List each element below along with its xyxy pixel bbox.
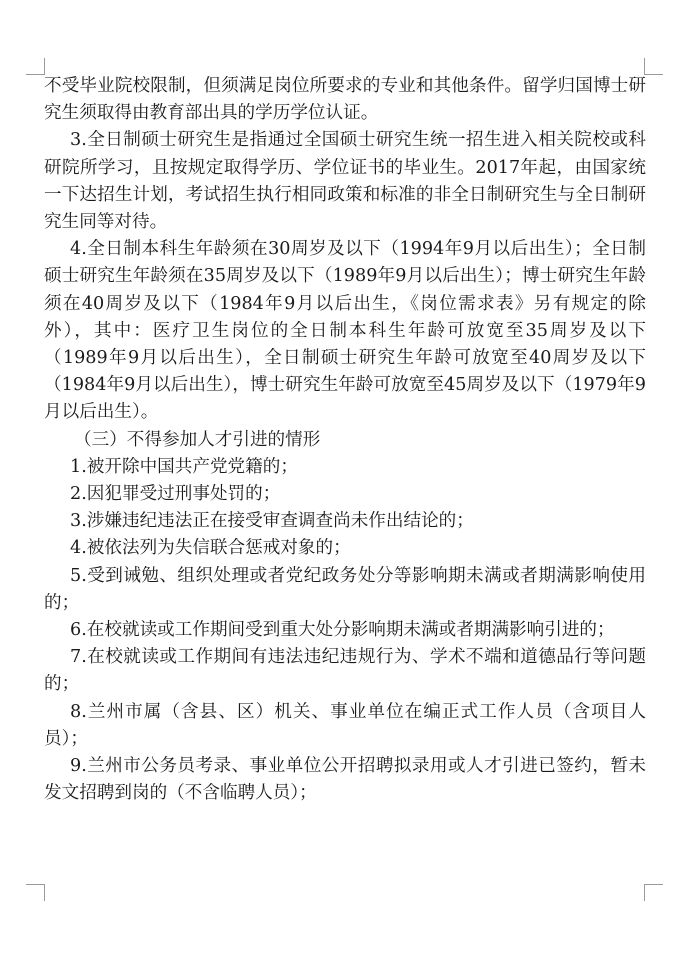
crop-mark-bottom-right <box>644 884 663 901</box>
section-heading: （三）不得参加人才引进的情形 <box>74 429 321 450</box>
list-item: 4.被依法列为失信联合惩戒对象的； <box>70 538 351 559</box>
list-item: 1.被开除中国共产党党籍的； <box>70 456 298 477</box>
crop-mark-top-left <box>26 58 45 75</box>
list-item: 7.在校就读或工作期间有违法违纪违规行为、学术不端和道德品行等问题的； <box>44 647 646 695</box>
paragraph: 4.全日制本科生年龄须在30周岁及以下（1994年9月以后出生）；全日制硕士研究生年龄须在35周岁及以下（1989年9月以后出生）；博士研究生年龄须在40周岁及以下（1984年9月以后出生，《岗位需求表》另有规定的除外），其中：医疗卫生岗位的全日制本科生年龄可放宽至35周岁及以下（1989年9月以后出生），全日制硕士研究生年龄可放宽至40周岁及以下（1984年9月以后出生），博士研究生年龄可放宽至45周岁及以下（1979年9月以后出生）。 <box>44 239 646 423</box>
crop-mark-bottom-left <box>26 884 45 901</box>
list-item: 6.在校就读或工作期间受到重大处分影响期未满或者期满影响引进的； <box>70 620 615 641</box>
list-item: 9.兰州市公务员考录、事业单位公开招聘拟录用或人才引进已签约，暂未发文招聘到岗的（不含临聘人员）； <box>44 756 646 804</box>
document-body <box>44 73 646 807</box>
list-item: 2.因犯罪受过刑事处罚的； <box>70 484 281 505</box>
list-item: 3.涉嫌违纪违法正在接受审查调查尚未作出结论的； <box>70 511 474 532</box>
paragraph: 3.全日制硕士研究生是指通过全国硕士研究生统一招生进入相关院校或科研院所学习，且按规定取得学历、学位证书的毕业生。2017年起，由国家统一下达招生计划，考试招生执行相同政策和标准的非全日制研究生与全日制研究生同等对待。 <box>44 130 646 233</box>
crop-mark-top-right <box>644 58 663 75</box>
paragraph: 不受毕业院校限制，但须满足岗位所要求的专业和其他条件。留学归国博士研究生须取得由教育部出具的学历学位认证。 <box>44 76 646 124</box>
list-item: 5.受到诫勉、组织处理或者党纪政务处分等影响期未满或者期满影响使用的； <box>44 565 646 613</box>
list-item: 8.兰州市属（含县、区）机关、事业单位在编正式工作人员（含项目人员）； <box>44 701 646 749</box>
